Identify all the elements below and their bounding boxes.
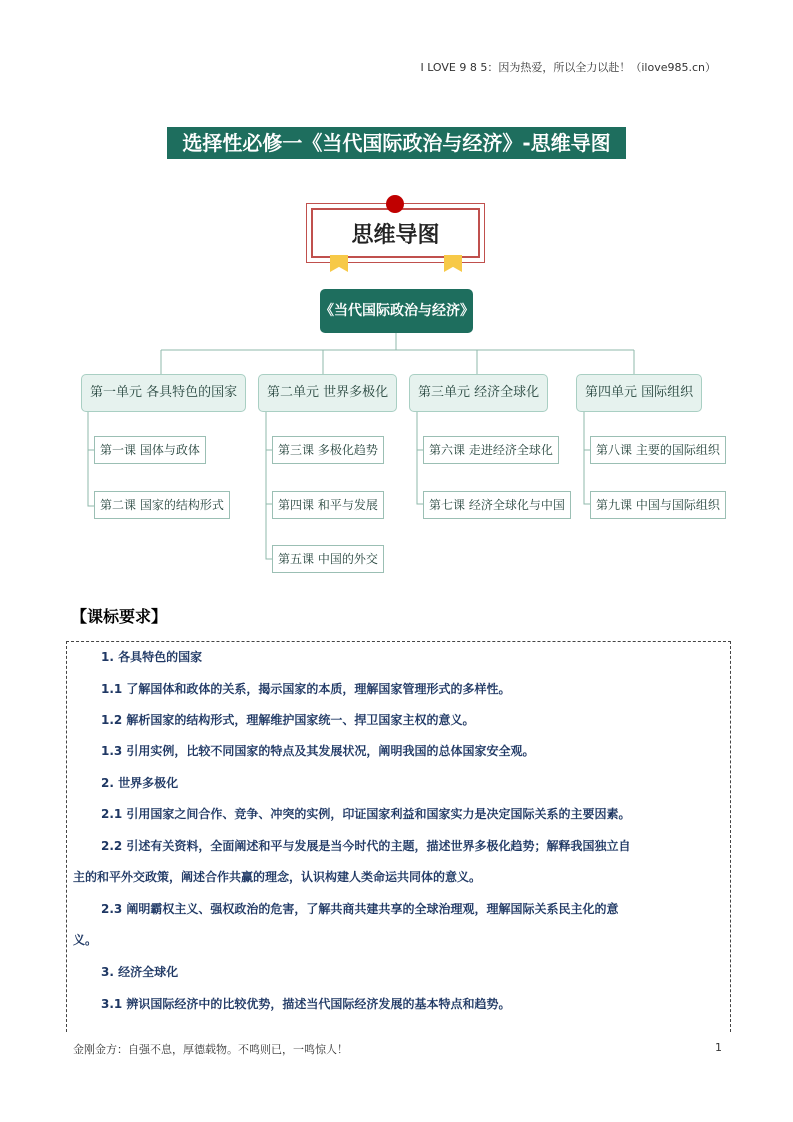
req-heading-1: 1. 各具特色的国家 — [101, 650, 203, 664]
footer-motto: 金刚金方：自强不息，厚德载物。不鸣则已，一鸣惊人！ — [73, 1043, 348, 1056]
page-number: 1 — [715, 1041, 722, 1054]
req-item: 2.3 阐明霸权主义、强权政治的危害，了解共商共建共享的全球治理观，理解国际关系民主化的意 — [101, 902, 619, 916]
req-item-continued: 主的和平外交政策，阐述合作共赢的理念，认识构建人类命运共同体的意义。 — [73, 870, 482, 884]
section-heading: 【课标要求】 — [71, 607, 168, 626]
lesson-3: 第三课 多极化趋势 — [272, 436, 384, 464]
req-item: 1.2 解析国家的结构形式，理解维护国家统一、捍卫国家主权的意义。 — [101, 713, 475, 727]
unit-2: 第二单元 世界多极化 — [258, 374, 397, 412]
req-item: 3.1 辨识国际经济中的比较优势，描述当代国际经济发展的基本特点和趋势。 — [101, 997, 511, 1011]
unit-3: 第三单元 经济全球化 — [409, 374, 548, 412]
lesson-2: 第二课 国家的结构形式 — [94, 491, 230, 519]
unit-4: 第四单元 国际组织 — [576, 374, 702, 412]
lesson-7: 第七课 经济全球化与中国 — [423, 491, 571, 519]
page-title: 选择性必修一《当代国际政治与经济》-思维导图 — [167, 127, 626, 159]
page-header: I LOVE 9 8 5：因为热爱，所以全力以赴！（ilove985.cn） — [420, 61, 716, 74]
mindmap-root: 《当代国际政治与经济》 — [320, 289, 473, 333]
lesson-8: 第八课 主要的国际组织 — [590, 436, 726, 464]
req-item: 2.2 引述有关资料，全面阐述和平与发展是当今时代的主题，描述世界多极化趋势；解释我国独立自 — [101, 839, 631, 853]
pin-icon — [386, 195, 404, 213]
req-item: 1.1 了解国体和政体的关系，揭示国家的本质，理解国家管理形式的多样性。 — [101, 682, 511, 696]
req-heading-2: 2. 世界多极化 — [101, 776, 179, 790]
requirements-box — [66, 641, 731, 1032]
lesson-9: 第九课 中国与国际组织 — [590, 491, 726, 519]
req-item-continued: 义。 — [73, 933, 98, 947]
unit-1: 第一单元 各具特色的国家 — [81, 374, 246, 412]
banner-title: 思维导图 — [351, 223, 440, 248]
req-heading-3: 3. 经济全球化 — [101, 965, 179, 979]
lesson-5: 第五课 中国的外交 — [272, 545, 384, 573]
req-item: 1.3 引用实例，比较不同国家的特点及其发展状况，阐明我国的总体国家安全观。 — [101, 744, 535, 758]
req-item: 2.1 引用国家之间合作、竞争、冲突的实例，印证国家利益和国家实力是决定国际关系的主要因素。 — [101, 807, 631, 821]
lesson-4: 第四课 和平与发展 — [272, 491, 384, 519]
lesson-6: 第六课 走进经济全球化 — [423, 436, 559, 464]
lesson-1: 第一课 国体与政体 — [94, 436, 206, 464]
